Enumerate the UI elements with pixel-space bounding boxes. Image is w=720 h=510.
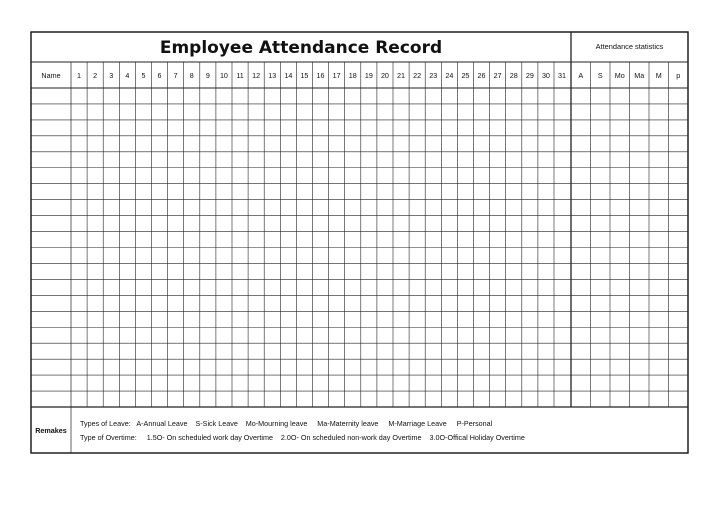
day-header-3: 3 [109, 71, 114, 80]
day-header-1: 1 [77, 71, 82, 80]
leave-types-text: Types of Leave: A-Annual Leave S-Sick Leave Mo-Mourning leave Ma-Maternity leave M-Marriage Leave P-Personal [80, 419, 493, 428]
day-header-29: 29 [525, 71, 534, 80]
day-header-27: 27 [493, 71, 502, 80]
day-header-15: 15 [300, 71, 309, 80]
stat-header-m: M [655, 71, 662, 80]
day-header-30: 30 [541, 71, 550, 80]
page-title: Employee Attendance Record [159, 38, 443, 58]
day-header-2: 2 [93, 71, 98, 80]
day-header-10: 10 [219, 71, 228, 80]
day-header-5: 5 [141, 71, 146, 80]
day-header-20: 20 [380, 71, 389, 80]
day-header-7: 7 [173, 71, 178, 80]
day-header-25: 25 [461, 71, 470, 80]
stat-header-ma: Ma [634, 71, 645, 80]
day-header-23: 23 [429, 71, 438, 80]
day-header-22: 22 [413, 71, 422, 80]
day-header-4: 4 [125, 71, 130, 80]
day-header-8: 8 [189, 71, 194, 80]
table-grid [31, 32, 688, 453]
day-header-13: 13 [268, 71, 277, 80]
stat-header-s: S [597, 71, 603, 80]
day-header-31: 31 [558, 71, 567, 80]
day-header-17: 17 [332, 71, 341, 80]
day-header-9: 9 [205, 71, 210, 80]
stat-header-mo: Mo [614, 71, 625, 80]
day-header-11: 11 [236, 71, 244, 80]
day-header-28: 28 [509, 71, 518, 80]
day-header-14: 14 [284, 71, 293, 80]
day-header-6: 6 [157, 71, 162, 80]
outer-border [31, 32, 688, 453]
day-header-24: 24 [445, 71, 454, 80]
remarks-label: Remakes [35, 426, 67, 435]
day-header-21: 21 [397, 71, 406, 80]
day-header-12: 12 [252, 71, 261, 80]
day-header-19: 19 [364, 71, 373, 80]
table-labels [35, 38, 680, 442]
day-header-18: 18 [348, 71, 357, 80]
stat-header-a: A [578, 71, 584, 80]
stats-title: Attendance statistics [595, 42, 664, 51]
stat-header-p: p [676, 71, 681, 80]
name-column-header: Name [41, 71, 61, 80]
overtime-types-text: Type of Overtime: 1.5O- On scheduled work day Overtime 2.0O- On scheduled non-work day Overtime 3.0O-Offical Holiday Overtime [80, 433, 525, 442]
day-header-16: 16 [316, 71, 325, 80]
day-header-26: 26 [477, 71, 486, 80]
